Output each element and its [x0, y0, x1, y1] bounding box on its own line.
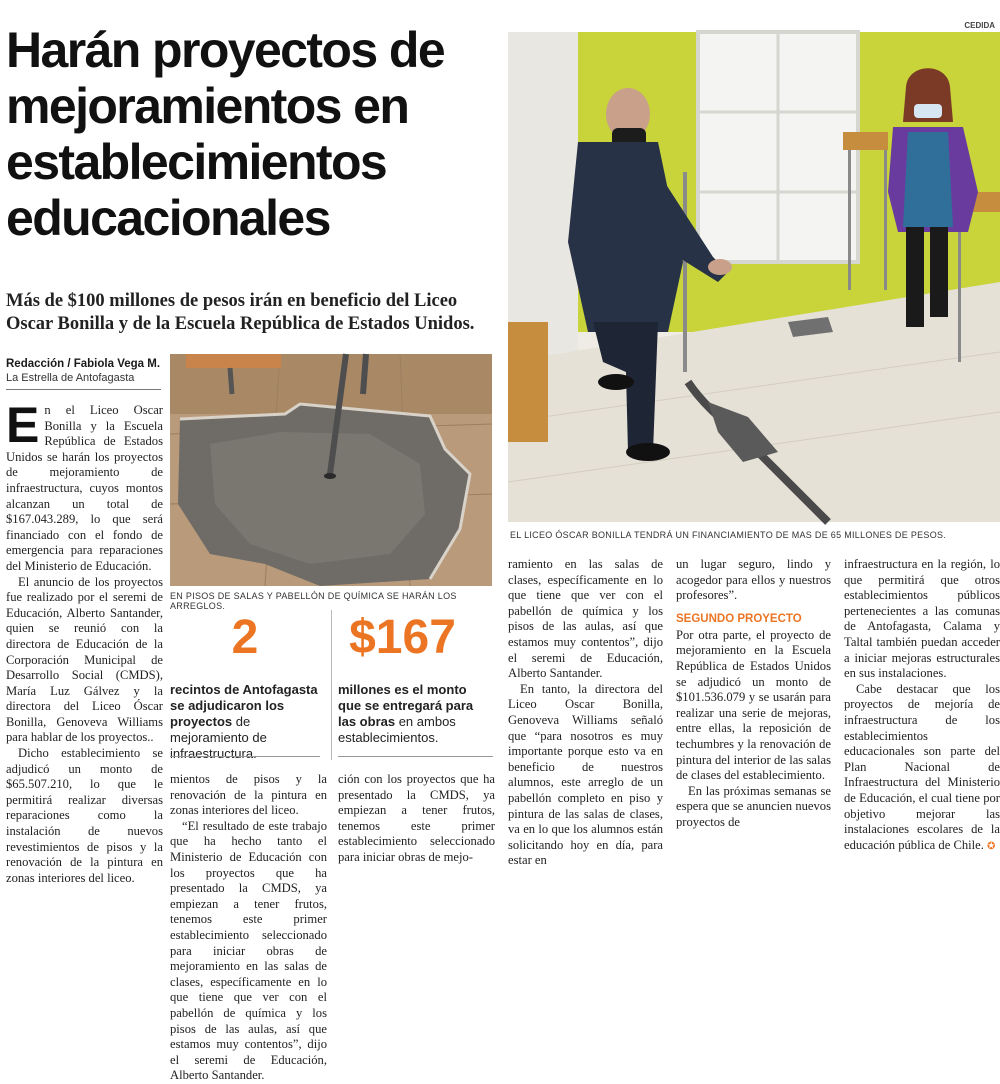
byline-org: La Estrella de Antofagasta — [6, 372, 135, 384]
paragraph — [844, 682, 1000, 855]
paragraph: “El resultado de este trabajo que ha hecho tanto el Ministerio de Educación con los proyectos que ha presentado la CMDS, ya empiezan a tener frutos, tenemos este primer establecimiento seleccionado para iniciar obras de mejoramiento en las salas de clases, específicamente en lo que tiene que ver con el pabellón de química y los pisos de las aulas, así que estamos muy contentos”, dijo el seremi de Educación, Alberto Santander. — [170, 818, 327, 1083]
article-column-5 — [676, 557, 831, 868]
deck: Más de $100 millones de pesos irán en beneficio del Liceo Oscar Bonilla y de la Escuela República de Estados Unidos. — [6, 291, 475, 334]
fact-vertical-divider — [331, 610, 332, 760]
byline-divider — [6, 389, 161, 390]
paragraph-text: n el Liceo Oscar Bonilla y la Escuela República de Estados Unidos se harán los proyectos de mejoramiento de infraestructura, cuyos montos alcanzan un total de $167.043.289, lo que será financiado con el fondo de emergencia para reparaciones del Ministerio de Educación. — [6, 403, 163, 573]
fact-bold: millones es el monto que se entregará para las obras — [338, 682, 474, 729]
article-column-3 — [338, 772, 495, 868]
fact-divider — [170, 756, 320, 757]
dropcap: E — [6, 397, 40, 453]
fact-bold: recintos de Antofagasta se adjudicaron los proyectos — [170, 682, 318, 729]
fact-number-recintos: 2 — [231, 611, 259, 664]
paragraph: En tanto, la directora del Liceo Oscar Bonilla, Genoveva Williams señaló que “para nosotros es muy importante porque esto va en beneficio de nuestros alumnos, este arreglo de un pabellón completo en piso y pintura de las salas de clases, va en lo que los alumnos están solicitando hoy en día, para estar en — [508, 681, 663, 868]
main-photo-caption: EL LICEO ÓSCAR BONILLA TENDRÁ UN FINANCIAMIENTO DE MAS DE 65 MILLONES DE PESOS. — [510, 530, 947, 540]
fact-rest: de mejoramiento de infraestructura. — [170, 714, 267, 761]
main-photo-image — [508, 32, 1000, 522]
fact-rest: en ambos establecimientos. — [338, 714, 456, 745]
fact-divider — [338, 756, 493, 757]
paragraph: Por otra parte, el proyecto de mejoramiento en la Escuela República de Estados Unidos se adjudicó un monto de $101.536.079 y se usarán para realizar una serie de mejoras, entre ellas, la reposición de techumbres y la renovación de pintura del interior de las salas de clases del establecimiento. — [676, 627, 831, 783]
paragraph — [6, 397, 163, 575]
article-column-2 — [170, 772, 327, 1083]
floor-photo — [170, 354, 492, 586]
article-column-6 — [844, 557, 1000, 868]
article-column-1 — [6, 397, 163, 885]
paragraph: infraestructura en la región, lo que permitirá que otros establecimientos públicos pertenecientes a las comunas de Antofagasta, Calama y Taltal también puedan acceder a iniciar mejoras estructurales en sus instalaciones. — [844, 557, 1000, 681]
article-column-4 — [508, 557, 663, 868]
paragraph: un lugar seguro, lindo y acogedor para ellos y nuestros profesores”. — [676, 557, 831, 603]
subhead-segundo-proyecto: SEGUNDO PROYECTO — [676, 612, 802, 625]
floor-photo-image — [170, 354, 492, 586]
paragraph: Dicho establecimiento se adjudicó un monto de $65.507.210, lo que le permitirá realizar diversas reparaciones como la instalación de nuevos revestimientos de pisos y la renovación de la pintura en zonas interiores del liceo. — [6, 746, 163, 885]
byline-name: Redacción / Fabiola Vega M. — [6, 358, 161, 370]
paragraph: mientos de pisos y la renovación de la pintura en zonas interiores del liceo. — [170, 772, 327, 818]
fact-text-millones — [338, 682, 493, 746]
fact-number-millones: $167 — [349, 611, 456, 664]
paragraph: En las próximas semanas se espera que se anuncien nuevos proyectos de — [676, 783, 831, 829]
photo-credit: CEDIDA — [964, 21, 995, 30]
fact-text-recintos — [170, 682, 325, 762]
paragraph: El anuncio de los proyectos fue realizado por el seremi de Educación, Alberto Santander, quien se reunió con la directora de Educación de la Corporación Municipal de Desarrollo Social (CMDS), María Luz Gálvez y la directora del Liceo Óscar Bonilla, Genoveva Williams para hablar de los proyectos.. — [6, 574, 163, 745]
floor-photo-caption: EN PISOS DE SALAS Y PABELLÓN DE QUÍMICA SE HARÁN LOS ARREGLOS. — [170, 591, 457, 611]
paragraph: ramiento en las salas de clases, específicamente en lo que tiene que ver con el pabellón de química y los pisos de las aulas, así que estamos muy contentos”, dijo el seremi de Educación, Alberto Santander. — [508, 557, 663, 681]
headline: Harán proyectos de mejoramientos en establecimientos educacionales — [6, 22, 445, 246]
byline — [6, 357, 166, 385]
main-photo — [508, 32, 1000, 522]
paragraph: ción con los proyectos que ha presentado la CMDS, ya empiezan a tener frutos, tenemos este primer establecimiento seleccionado para iniciar obras de mejo- — [338, 772, 495, 864]
end-mark-icon: ✪ — [987, 840, 996, 852]
paragraph-text: Cabe destacar que los proyectos de mejoría de infraestructura de los establecimientos educacionales son parte del Plan Nacional de Infraestructura del Ministerio de Educación, el cual tiene por objetivo mejorar las instalaciones escolares de la educación pública de Chile. — [844, 681, 1000, 852]
